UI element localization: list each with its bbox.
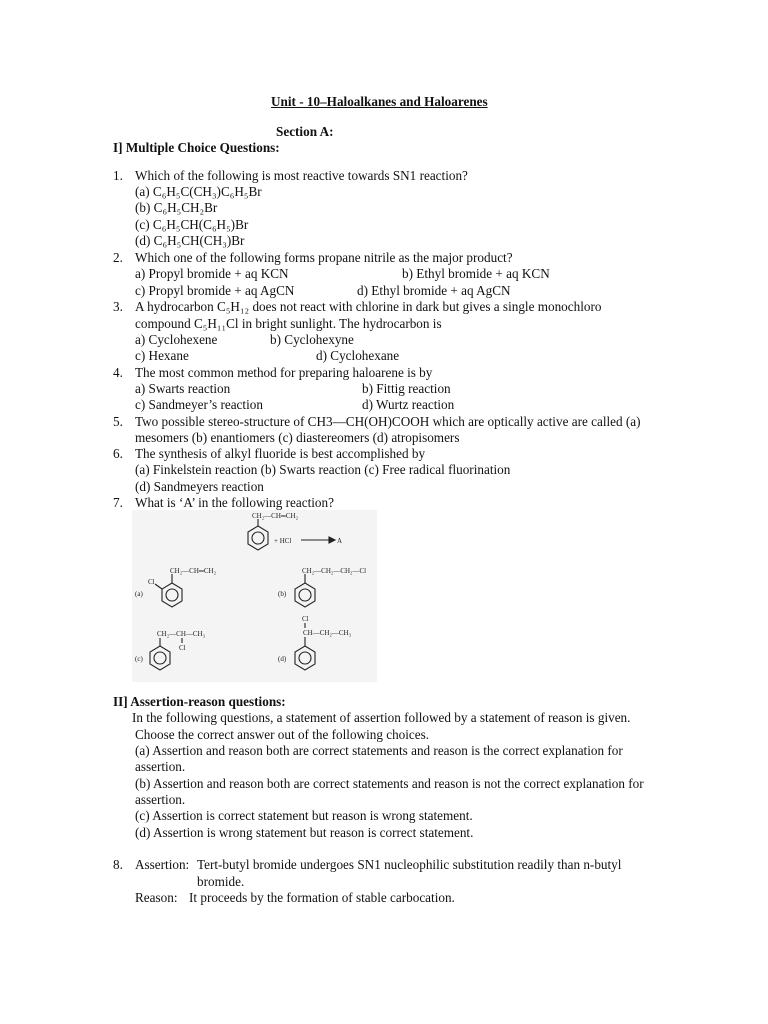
option-d-label: (d)	[278, 655, 287, 663]
q8-assertion-line2: bromide.	[197, 874, 245, 889]
reactant-benzene-ring	[248, 526, 268, 550]
option-d-benzene-ring	[295, 646, 315, 670]
q4-option-c: c) Sandmeyer’s reaction	[135, 397, 263, 412]
q4-option-a: a) Swarts reaction	[135, 381, 231, 396]
q2-option-c: c) Propyl bromide + aq AgCN	[135, 283, 295, 298]
option-c-benzene-ring	[150, 646, 170, 670]
q2-number: 2.	[113, 250, 123, 265]
option-c-label: (c)	[135, 655, 143, 663]
q5-line2: mesomers (b) enantiomers (c) diastereomers (d) atropisomers	[135, 430, 460, 445]
q5-line1: Two possible stereo-structure of CH3—CH(OH)COOH which are optically active are called (a)	[135, 414, 641, 429]
choice-d: (d) Assertion is wrong statement but reason is correct statement.	[135, 825, 474, 840]
option-a-label: (a)	[135, 590, 143, 598]
reactant-chain: CH₂—CH═CH₂	[252, 512, 299, 520]
q3-number: 3.	[113, 299, 123, 314]
option-a-substituent: Cl	[148, 578, 155, 586]
q4-number: 4.	[113, 365, 123, 380]
part2-intro-line1: In the following questions, a statement of assertion followed by a statement of reason is given.	[132, 710, 631, 725]
q6-line3: (d) Sandmeyers reaction	[135, 479, 264, 494]
q1-option-c: (c) C₆H₅CH(C₆H₅)Br	[135, 217, 249, 232]
q3-line1: A hydrocarbon C₅H₁₂ does not react with chlorine in dark but gives a single monochloro	[135, 299, 602, 314]
q2-text: Which one of the following forms propane nitrile as the major product?	[135, 250, 513, 265]
q6-number: 6.	[113, 446, 123, 461]
q8-number: 8.	[113, 857, 123, 872]
q5-number: 5.	[113, 414, 123, 429]
option-d-substituent: Cl	[302, 615, 309, 623]
q3-option-c: c) Hexane	[135, 348, 189, 363]
q7-number: 7.	[113, 495, 123, 510]
option-b-benzene-ring	[295, 583, 315, 607]
q2-option-a: a) Propyl bromide + aq KCN	[135, 266, 289, 281]
q4-option-b: b) Fittig reaction	[362, 381, 451, 396]
choice-b-line1: (b) Assertion and reason both are correct statements and reason is not the correct explanation for	[135, 776, 644, 791]
product-label: A	[337, 537, 343, 545]
option-b-chain: CH₂—CH₂—CH₂—Cl	[302, 567, 367, 575]
choice-a-line2: assertion.	[135, 759, 186, 774]
q3-option-a: a) Cyclohexene	[135, 332, 218, 347]
page-title: Unit - 10–Haloalkanes and Haloarenes	[271, 94, 488, 109]
part1-heading: I] Multiple Choice Questions:	[113, 140, 280, 155]
q2-option-d: d) Ethyl bromide + aq AgCN	[357, 283, 511, 298]
part2-intro-line2: Choose the correct answer out of the following choices.	[135, 727, 430, 742]
q8-reason-text: It proceeds by the formation of stable carbocation.	[189, 890, 455, 905]
q8-assertion-label: Assertion:	[135, 857, 190, 872]
q1-option-a: (a) C₆H₅C(CH₃)C₆H₅Br	[135, 184, 262, 199]
q4-option-d: d) Wurtz reaction	[362, 397, 455, 412]
q1-text: Which of the following is most reactive towards SN1 reaction?	[135, 168, 468, 183]
q3-option-d: d) Cyclohexane	[316, 348, 400, 363]
option-a-chain: CH₂—CH═CH₂	[170, 567, 217, 575]
reaction-figure	[132, 510, 377, 682]
q6-line1: The synthesis of alkyl fluoride is best accomplished by	[135, 446, 426, 461]
part2-heading: II] Assertion-reason questions:	[113, 694, 286, 709]
q2-option-b: b) Ethyl bromide + aq KCN	[402, 266, 550, 281]
option-a-benzene-ring	[162, 583, 182, 607]
option-c-chain: CH₂—CH—CH₃	[157, 630, 206, 638]
q8-assertion-line1: Tert-butyl bromide undergoes SN1 nucleophilic substitution readily than n-butyl	[197, 857, 622, 872]
q4-text: The most common method for preparing haloarene is by	[135, 365, 433, 380]
q7-text: What is ‘A’ in the following reaction?	[135, 495, 334, 510]
option-b-label: (b)	[278, 590, 287, 598]
q8-reason-label: Reason:	[135, 890, 178, 905]
choice-c: (c) Assertion is correct statement but reason is wrong statement.	[135, 808, 473, 823]
choice-b-line2: assertion.	[135, 792, 186, 807]
reagent-label: + HCl	[274, 537, 292, 545]
option-d-chain: CH—CH₂—CH₃	[303, 629, 352, 637]
choice-a-line1: (a) Assertion and reason both are correct statements and reason is the correct explanation for	[135, 743, 623, 758]
q1-option-b: (b) C₆H₅CH₂Br	[135, 200, 218, 215]
q1-number: 1.	[113, 168, 123, 183]
q1-option-d: (d) C₆H₅CH(CH₃)Br	[135, 233, 245, 248]
option-c-substituent: Cl	[179, 644, 186, 652]
q6-line2: (a) Finkelstein reaction (b) Swarts reaction (c) Free radical fluorination	[135, 462, 511, 477]
section-heading: Section A:	[276, 124, 334, 139]
q3-line2: compound C₅H₁₁Cl in bright sunlight. The hydrocarbon is	[135, 316, 442, 331]
q3-option-b: b) Cyclohexyne	[270, 332, 354, 347]
